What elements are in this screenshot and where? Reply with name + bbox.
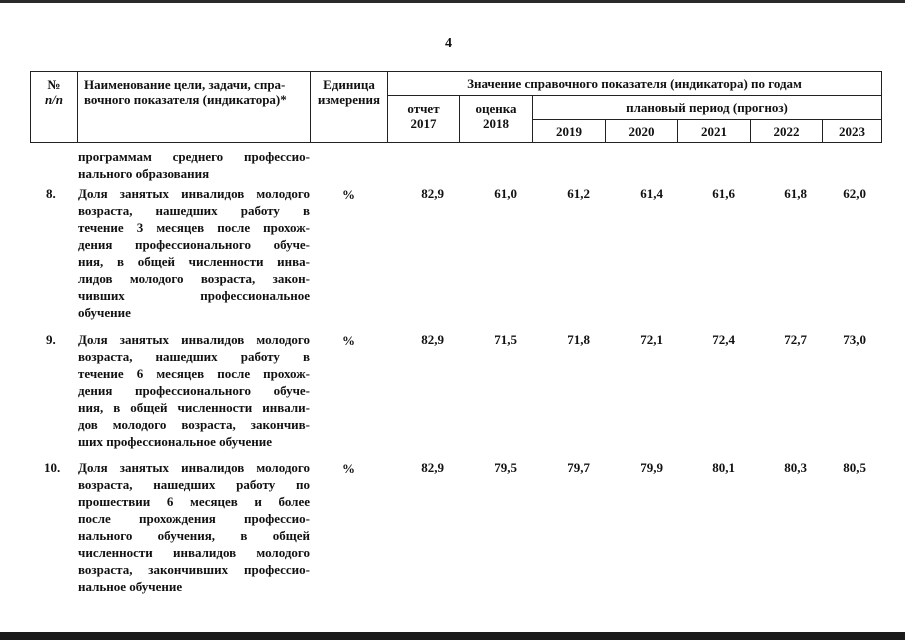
unit-cell: % <box>342 187 355 202</box>
indicator-line: возраста, нашедших работу в <box>78 349 310 364</box>
row-number: 8. <box>46 186 56 201</box>
value-2017: 82,9 <box>421 332 444 347</box>
value-2017: 82,9 <box>421 460 444 475</box>
indicator-line: ния, в общей численности инвали- <box>78 400 310 415</box>
header-year-2021: 2021 <box>678 120 751 143</box>
indicator-line: течение 3 месяцев после прохож- <box>78 220 310 235</box>
unit-cell: % <box>342 461 355 476</box>
indicator-line: дов молодого возраста, закончив- <box>78 417 310 432</box>
top-border-rule <box>0 0 905 3</box>
header-col-estimate-line-1: оценка <box>475 101 517 116</box>
value-2019: 71,8 <box>567 332 590 347</box>
header-col-unit <box>311 72 388 143</box>
value-2019: 61,2 <box>567 186 590 201</box>
value-2022: 61,8 <box>784 186 807 201</box>
header-col-number-line-2: п/п <box>44 92 64 107</box>
header-col-name-line-1: Наименование цели, задачи, спра- <box>84 77 286 92</box>
header-year-2022: 2022 <box>751 120 823 143</box>
indicator-line: течение 6 месяцев после прохож- <box>78 366 310 381</box>
indicator-line: численности инвалидов молодого <box>78 545 310 560</box>
indicator-line: возраста, нашедших работу по <box>78 477 310 492</box>
row-number: 9. <box>46 332 56 347</box>
indicator-line: Доля занятых инвалидов молодого <box>78 460 310 475</box>
value-2019: 79,7 <box>567 460 590 475</box>
indicator-name <box>78 185 310 321</box>
indicator-line: ших профессиональное обучение <box>78 434 273 449</box>
value-2022: 80,3 <box>784 460 807 475</box>
value-2021: 80,1 <box>712 460 735 475</box>
indicator-line: дения профессионального обуче- <box>78 383 310 398</box>
value-2023: 80,5 <box>843 460 866 475</box>
indicator-line: чивших профессиональное <box>78 288 310 303</box>
indicator-line: после прохождения профессио- <box>78 511 310 526</box>
indicator-line: Доля занятых инвалидов молодого <box>78 332 310 347</box>
header-year-2020: 2020 <box>606 120 678 143</box>
header-col-name <box>78 72 311 143</box>
continuation-line-1: программам среднего профессио- <box>78 149 310 164</box>
header-col-report-line-2: 2017 <box>410 116 437 131</box>
header-col-estimate-line-2: 2018 <box>483 116 509 131</box>
header-col-name-line-2: вочного показателя (индикатора)* <box>84 92 287 107</box>
indicator-line: ния, в общей численности инва- <box>78 254 310 269</box>
header-plan-group: плановый период (прогноз) <box>533 96 882 120</box>
value-2018: 79,5 <box>494 460 517 475</box>
header-year-2023: 2023 <box>823 120 882 143</box>
indicator-line: обучение <box>78 305 131 320</box>
header-col-unit-line-2: измерения <box>317 92 381 107</box>
continuation-text <box>78 148 310 182</box>
value-2017: 82,9 <box>421 186 444 201</box>
table-header <box>30 71 882 143</box>
value-2023: 62,0 <box>843 186 866 201</box>
header-year-2019: 2019 <box>533 120 606 143</box>
header-col-number-line-1: № <box>47 77 61 92</box>
value-2020: 61,4 <box>640 186 663 201</box>
bottom-border-rule <box>0 632 905 640</box>
indicator-name <box>78 459 310 595</box>
indicator-line: Доля занятых инвалидов молодого <box>78 186 310 201</box>
indicator-line: возраста, нашедших работу в <box>78 203 310 218</box>
header-col-number <box>31 72 78 143</box>
value-2018: 61,0 <box>494 186 517 201</box>
header-values-group: Значение справочного показателя (индикатора) по годам <box>388 72 882 96</box>
header-col-report-line-1: отчет <box>407 101 440 116</box>
value-2018: 71,5 <box>494 332 517 347</box>
indicator-line: нального обучения, в общей <box>78 528 310 543</box>
continuation-line-2: нального образования <box>78 166 210 181</box>
indicator-line: нальное обучение <box>78 579 183 594</box>
indicator-line: дения профессионального обуче- <box>78 237 310 252</box>
unit-cell: % <box>342 333 355 348</box>
row-number: 10. <box>44 460 61 475</box>
value-2020: 72,1 <box>640 332 663 347</box>
header-col-report <box>388 96 460 143</box>
header-col-unit-line-1: Единица <box>323 77 375 92</box>
value-2020: 79,9 <box>640 460 663 475</box>
page-number: 4 <box>445 36 452 51</box>
value-2021: 61,6 <box>712 186 735 201</box>
indicator-line: возраста, закончивших профессио- <box>78 562 310 577</box>
value-2022: 72,7 <box>784 332 807 347</box>
header-col-estimate <box>460 96 533 143</box>
indicator-line: прошествии 6 месяцев и более <box>78 494 310 509</box>
value-2023: 73,0 <box>843 332 866 347</box>
indicator-line: лидов молодого возраста, закон- <box>78 271 310 286</box>
indicator-name <box>78 331 310 450</box>
value-2021: 72,4 <box>712 332 735 347</box>
